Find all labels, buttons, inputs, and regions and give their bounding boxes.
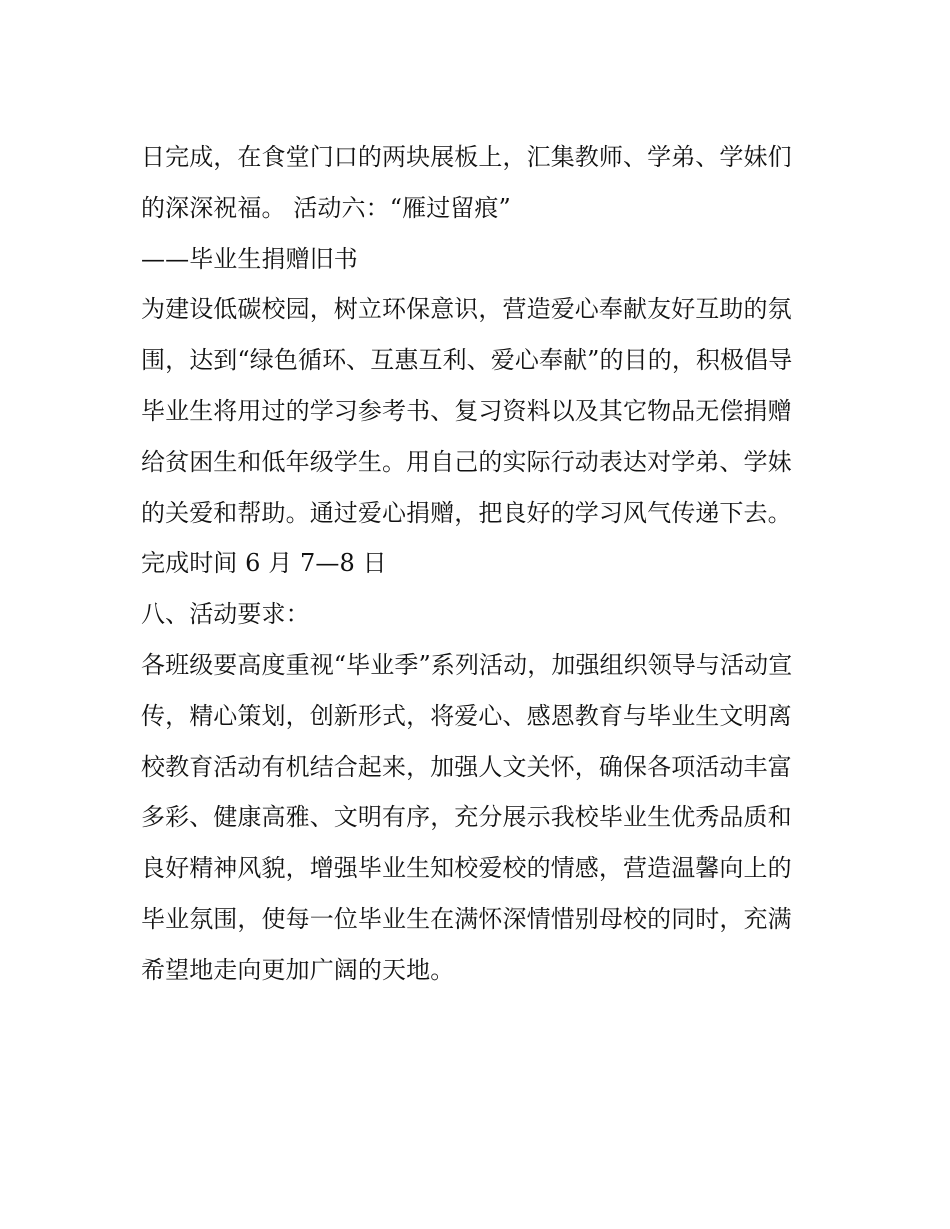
document-body: [141, 132, 817, 996]
completion-time: 完成时间 6 月 7—8 日: [141, 549, 387, 578]
text-line: 良好精神风貌，增强毕业生知校爱校的情感，营造温馨向上的: [141, 854, 792, 883]
text-line: 围，达到“绿色循环、互惠互利、爱心奉献”的目的，积极倡导: [141, 346, 793, 375]
text-line: 希望地走向更加广阔的天地。: [141, 955, 455, 984]
text-line: 各班级要高度重视“毕业季”系列活动，加强组织领导与活动宣: [141, 650, 793, 679]
text-line: 的关爱和帮助。通过爱心捐赠，把良好的学习风气传递下去。: [141, 498, 792, 527]
text-line: 多彩、健康高雅、文明有序，充分展示我校毕业生优秀品质和: [141, 803, 792, 832]
text-line: 校教育活动有机结合起来，加强人文关怀，确保各项活动丰富: [141, 752, 792, 781]
text-line: 毕业生将用过的学习参考书、复习资料以及其它物品无偿捐赠: [141, 396, 792, 425]
text-line: 为建设低碳校园，树立环保意识，营造爱心奉献友好互助的氛: [141, 295, 792, 324]
text-line: 给贫困生和低年级学生。用自己的实际行动表达对学弟、学妹: [141, 447, 792, 476]
text-line: 传，精心策划，创新形式，将爱心、感恩教育与毕业生文明离: [141, 701, 792, 730]
section-subtitle: ——毕业生捐赠旧书: [141, 244, 358, 273]
text-line: 的深深祝福。 活动六：“雁过留痕”: [141, 193, 511, 222]
text-line: 毕业氛围，使每一位毕业生在满怀深情惜别母校的同时，充满: [141, 904, 792, 933]
section-heading: 八、活动要求：: [141, 600, 310, 629]
text-line: 日完成，在食堂门口的两块展板上，汇集教师、学弟、学妹们: [141, 143, 792, 171]
